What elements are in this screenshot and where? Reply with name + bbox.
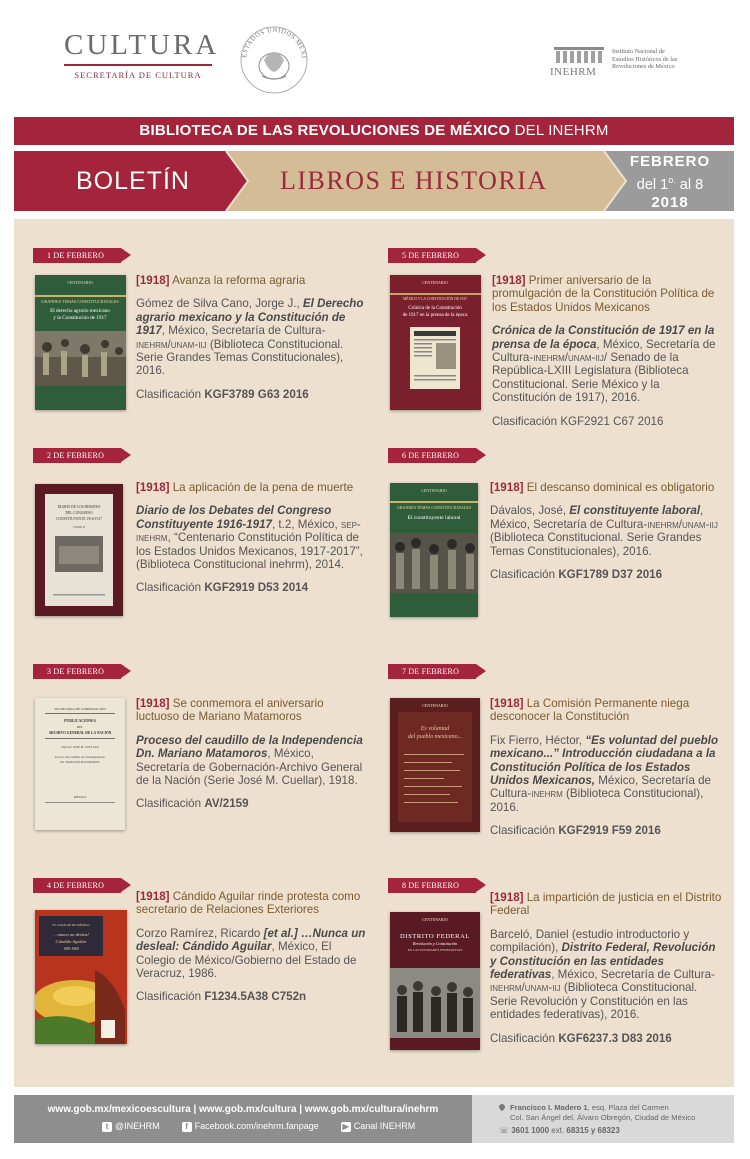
svg-text:Revolución y Constitución: Revolución y Constitución xyxy=(412,941,458,946)
youtube-link[interactable] xyxy=(341,1121,416,1132)
svg-text:Proceso del Caudillo de la Ind: Proceso del Caudillo de la Independencia xyxy=(55,755,105,759)
cover-series: GRANDES TEMAS CONSTITUCIONALES xyxy=(397,505,471,510)
cover-series: SECRETARIA DE GOBERNACION xyxy=(54,707,106,711)
entry-reference xyxy=(136,504,370,571)
classification-code: AV/2159 xyxy=(204,797,249,811)
entry-reference xyxy=(136,927,368,981)
ref-series: (Biblioteca Constitucional), 2016. xyxy=(490,787,704,814)
inehrm-line-3: Revoluciones de México xyxy=(612,63,675,70)
ref-title: Proceso del caudillo de la Independencia Dn. Mariano Matamoros xyxy=(136,733,363,761)
svg-text:Dn. MARIANO MATAMOROS: Dn. MARIANO MATAMOROS xyxy=(60,760,100,764)
entry-feb-2 xyxy=(136,481,370,595)
book-cover xyxy=(390,912,480,1050)
ref-author: Corzo Ramírez, Ricardo xyxy=(136,926,264,940)
entry-classification xyxy=(136,388,368,401)
entry-headline-text: Primer aniversario de la promulgación de la Constitución Política de los Estados Unidos Mexicanos xyxy=(492,274,715,314)
svg-text:CENTENARIO: CENTENARIO xyxy=(421,488,447,493)
entry-feb-5 xyxy=(492,274,718,428)
ref-institutions: inehrm/unam-iij xyxy=(490,981,561,995)
date-tag: 6 DE FEBRERO xyxy=(388,448,476,463)
entry-year: [1918] xyxy=(136,697,170,710)
cultura-subtitle: SECRETARÍA DE CULTURA xyxy=(74,70,202,80)
footer-websites[interactable]: www.gob.mx/mexicoescultura | www.gob.mx/cultura | www.gob.mx/cultura/inehrm xyxy=(47,1104,439,1115)
classification-code: KGF2921 C67 2016 xyxy=(560,414,664,428)
banner-year: 2018 xyxy=(651,193,689,211)
entry-headline xyxy=(136,274,368,287)
ref-publisher: , México, El Colegio de México/Gobierno del Estado de Veracruz, 1986. xyxy=(136,940,357,981)
ref-institutions: inehrm/unam-iij xyxy=(647,517,718,531)
youtube-channel: Canal INEHRM xyxy=(353,1121,416,1131)
svg-text:DEL: DEL xyxy=(76,725,84,729)
library-title-bar xyxy=(14,117,734,145)
twitter-handle: @INEHRM xyxy=(115,1121,160,1131)
facebook-page: Facebook.com/inehrm.fanpage xyxy=(194,1121,319,1131)
banner-days-start: del 1 xyxy=(636,176,669,193)
ref-title: El constituyente laboral xyxy=(569,504,701,518)
svg-text:CONSTITUYENTE 1916-1917: CONSTITUYENTE 1916-1917 xyxy=(55,517,103,521)
mexico-seal-icon xyxy=(236,20,312,96)
entry-headline-text: Cándido Aguilar rinde protesta como secretario de Relaciones Exteriores xyxy=(136,890,361,917)
entry-headline xyxy=(492,274,718,314)
ref-series: Senado de la República-LXIII Legislatura (Biblioteca Constitucional. Serie México y la Constitución de 1917), 2016. xyxy=(492,351,689,405)
entry-feb-7 xyxy=(490,697,722,838)
svg-text:DEL CONGRESO: DEL CONGRESO xyxy=(65,511,93,515)
classification-label: Clasificación xyxy=(136,990,205,1004)
entry-reference xyxy=(136,297,368,377)
classification-label: Clasificación xyxy=(136,581,205,595)
banner-boletin: BOLETÍN xyxy=(76,167,190,195)
ref-author: Barceló, Daniel (estudio introductorio y compilación), xyxy=(490,927,690,955)
entry-reference xyxy=(490,734,722,814)
cover-series: MÉXICO Y LA CONSTITUCIÓN DE 1917 xyxy=(402,297,468,301)
address-street: Francisco I. Madero 1 xyxy=(510,1103,588,1112)
library-title-suffix: DEL INEHRM xyxy=(510,122,609,139)
entry-reference xyxy=(490,928,722,1022)
ref-series: , “Centenario Constitución Política de los Estados Unidos Mexicanos, 1917-2017”, (Biblioteca Constitucional inehrm), 2014. xyxy=(136,531,363,572)
cultura-wordmark: CULTURA xyxy=(64,29,220,61)
classification-code: F1234.5A38 C752n xyxy=(204,990,307,1004)
entry-year: [1918] xyxy=(492,274,526,287)
entries-panel xyxy=(14,219,734,1087)
address-corner: , esq. Plaza del Carmen xyxy=(587,1103,669,1112)
date-tag: 3 DE FEBRERO xyxy=(33,664,121,679)
svg-text:Director: JOSÉ M. CUELLAR: Director: JOSÉ M. CUELLAR xyxy=(61,745,99,749)
inehrm-logo xyxy=(550,45,700,77)
svg-text:CENTENARIO: CENTENARIO xyxy=(422,280,448,285)
banner-libros-e-historia: LIBROS E HISTORIA xyxy=(280,166,548,195)
svg-text:Cándido Aguilar: Cándido Aguilar xyxy=(55,939,87,944)
inehrm-full-name xyxy=(612,48,702,71)
inehrm-building-icon xyxy=(550,45,608,77)
ref-series: (Biblioteca Constitucional. Serie Grandes Temas Constitucionales), 2016. xyxy=(490,531,702,558)
footer-phone xyxy=(499,1126,620,1135)
entry-feb-8 xyxy=(490,891,722,1045)
entry-reference xyxy=(490,504,720,558)
entry-classification xyxy=(136,797,368,810)
cover-series: GRANDES TEMAS CONSTITUCIONALES xyxy=(41,299,119,304)
phone-ext-label: ext. xyxy=(549,1126,567,1135)
banner-days-end: al 8 xyxy=(675,176,704,193)
entry-feb-3 xyxy=(136,697,368,811)
classification-label: Clasificación xyxy=(136,797,205,811)
entry-classification xyxy=(490,824,722,837)
banner-days xyxy=(606,171,734,194)
ref-publisher: , México, Secretaría de Cultura- xyxy=(492,337,716,365)
seal-text: ESTADOS UNIDOS MEXI xyxy=(241,26,307,60)
banner-date-range xyxy=(606,153,734,212)
ref-title: Diario de los Debates del Congreso Constituyente 1916-1917 xyxy=(136,504,332,531)
ref-institutions: sep-inehrm xyxy=(136,517,361,545)
inehrm-line-2: Estudios Históricos de las xyxy=(612,55,678,63)
entry-year: [1918] xyxy=(490,481,524,494)
ref-title: Crónica de la Constitución de 1917 en la prensa de la época xyxy=(492,324,715,351)
facebook-icon: f xyxy=(182,1122,192,1132)
svg-text:CENTENARIO: CENTENARIO xyxy=(422,917,448,922)
svg-text:Es voluntad: Es voluntad xyxy=(420,726,450,732)
entry-headline-text: La aplicación de la pena de muerte xyxy=(169,481,354,494)
entry-year: [1918] xyxy=(490,891,524,904)
entry-reference xyxy=(492,324,718,404)
entry-headline-text: La Comisión Permanente niega desconocer la Constitución xyxy=(490,697,690,724)
entry-reference xyxy=(136,734,368,788)
entry-headline-text: La impartición de justicia en el Distrito Federal xyxy=(490,891,722,918)
svg-text:del pueblo mexicano...: del pueblo mexicano... xyxy=(407,734,463,740)
inehrm-line-1: Instituto Nacional de xyxy=(612,48,665,55)
banner-days-ordinal: o. xyxy=(668,175,676,185)
ref-publisher: , México, Secretaría de Cultura- xyxy=(490,504,704,531)
book-cover xyxy=(35,910,127,1044)
svg-text:DIARIO DE LOS DEBATES: DIARIO DE LOS DEBATES xyxy=(57,505,101,509)
svg-text:EN LAS ENTIDADES FEDERATIVAS: EN LAS ENTIDADES FEDERATIVAS xyxy=(407,948,463,952)
date-tag: 1 DE FEBRERO xyxy=(33,248,121,263)
ref-title: Distrito Federal, Revolución y Constitución en las entidades federativas xyxy=(490,941,716,982)
svg-text:PUBLICACIONES: PUBLICACIONES xyxy=(64,719,96,723)
entry-headline xyxy=(136,481,370,494)
entry-headline-text: Avanza la reforma agraria xyxy=(169,274,306,287)
date-tag: 4 DE FEBRERO xyxy=(33,878,121,893)
classification-code: KGF1789 D37 2016 xyxy=(558,568,663,582)
entry-headline xyxy=(136,697,368,724)
book-cover xyxy=(35,698,125,830)
entry-headline xyxy=(136,890,368,917)
ref-publisher: , México, Secretaría de Cultura- xyxy=(161,324,326,338)
svg-text:…nunca un desleal: …nunca un desleal xyxy=(53,932,89,937)
ref-series: (Biblioteca Constitucional. Serie Grandes Temas Constitucionales), 2016. xyxy=(136,337,344,378)
footer-address xyxy=(510,1103,695,1123)
footer-contact xyxy=(472,1095,734,1143)
cultura-logo xyxy=(64,29,220,80)
entry-headline xyxy=(490,481,720,494)
entry-year: [1918] xyxy=(136,274,170,287)
date-tag: 8 DE FEBRERO xyxy=(388,878,476,893)
footer-social xyxy=(102,1121,415,1132)
svg-text:El constituyente laboral: El constituyente laboral xyxy=(407,515,461,521)
svg-text:El derecho agrario mexicano: El derecho agrario mexicano xyxy=(50,308,110,314)
location-pin-icon xyxy=(498,1103,506,1111)
footer-links-bar xyxy=(14,1095,472,1143)
youtube-icon: ▶ xyxy=(342,1122,349,1131)
banner-month: FEBRERO xyxy=(629,153,711,170)
ref-title: El Derecho agrario mexicano y la Constitución de 1917 xyxy=(136,297,364,338)
book-cover xyxy=(390,483,478,617)
ref-institutions: inehrm xyxy=(531,787,563,801)
library-title: BIBLIOTECA DE LAS REVOLUCIONES DE MÉXICO xyxy=(139,122,511,139)
svg-text:Crónica de la Constitución: Crónica de la Constitución xyxy=(408,306,462,311)
classification-label: Clasificación xyxy=(492,414,561,428)
ref-publisher: , México, Secretaría de Gobernación-Archivo General de la Nación (Serie José M. Cuellar), 1918. xyxy=(136,747,363,788)
phone-icon: ☏ xyxy=(499,1126,512,1135)
ref-author: Dávalos, José, xyxy=(490,504,570,518)
entry-classification xyxy=(490,1032,722,1045)
classification-label: Clasificación xyxy=(490,568,559,582)
book-cover xyxy=(35,484,123,616)
phone-extensions: 68315 y 68323 xyxy=(566,1126,620,1135)
svg-text:MÉXICO: MÉXICO xyxy=(73,795,87,799)
ref-institutions: inehrm/unam-iij xyxy=(136,337,207,351)
facebook-link[interactable] xyxy=(182,1121,319,1132)
svg-text:CENTENARIO: CENTENARIO xyxy=(67,280,93,285)
entry-year: [1918] xyxy=(136,481,170,494)
ref-publisher: , t.2, México, xyxy=(271,517,341,531)
entry-headline xyxy=(490,891,722,918)
classification-label: Clasificación xyxy=(136,387,205,401)
ref-series: (Biblioteca Constitucional. Serie Revolución y Constitución en las entidades federativas), 2016. xyxy=(490,981,698,1022)
classification-code: KGF3789 G63 2016 xyxy=(204,387,309,401)
phone-number: 3601 1000 xyxy=(511,1126,550,1135)
svg-text:de 1917 en la prensa de la épo: de 1917 en la prensa de la época xyxy=(402,313,468,318)
date-tag: 2 DE FEBRERO xyxy=(33,448,121,463)
svg-text:y la Constitución de 1917: y la Constitución de 1917 xyxy=(53,315,107,321)
entry-feb-6 xyxy=(490,481,720,581)
book-cover xyxy=(35,275,126,410)
ref-publisher: México, Secretaría de Cultura- xyxy=(490,774,712,801)
ref-author: Fix Fierro, Héctor, xyxy=(490,733,586,747)
cover-series: EL COLEGIO DE MÉXICO xyxy=(52,923,90,927)
ref-title: “Es voluntad del pueblo mexicano...” Introducción ciudadana a la Constitución Política de los Estados Unidos Mexicanos, xyxy=(490,733,719,788)
entry-headline-text: El descanso dominical es obligatorio xyxy=(523,481,715,494)
book-cover xyxy=(390,275,481,410)
entry-classification xyxy=(492,415,718,428)
entry-year: [1918] xyxy=(490,697,524,710)
address-city: Col. San Ángel del. Álvaro Obregón, Ciudad de México xyxy=(510,1113,696,1122)
classification-code: KGF2919 D53 2014 xyxy=(204,581,309,595)
book-cover xyxy=(390,698,480,832)
twitter-link[interactable] xyxy=(102,1121,160,1132)
date-tag: 5 DE FEBRERO xyxy=(388,248,476,263)
inehrm-word: INEHRM xyxy=(550,66,597,77)
entry-headline-text: Se conmemora el aniversario luctuoso de Mariano Matamoros xyxy=(136,697,324,724)
ref-institutions: inehrm/unam-iij/ xyxy=(533,351,608,365)
classification-label: Clasificación xyxy=(490,1031,559,1045)
classification-code: KGF6237.3 D83 2016 xyxy=(558,1031,672,1045)
entry-feb-4 xyxy=(136,890,368,1004)
cover-series: CENTENARIO xyxy=(422,703,448,708)
svg-text:1885-1960: 1885-1960 xyxy=(63,947,79,951)
classification-label: Clasificación xyxy=(490,824,559,838)
entry-year: [1918] xyxy=(136,890,170,903)
twitter-icon: t xyxy=(102,1122,112,1132)
ref-publisher: , México, Secretaría de Cultura- xyxy=(551,968,715,982)
ref-title: [et al.] …Nunca un desleal: Cándido Aguilar xyxy=(136,926,366,954)
cultura-rule xyxy=(64,64,212,66)
entry-classification xyxy=(136,990,368,1003)
entry-feb-1 xyxy=(136,274,368,401)
entry-classification xyxy=(136,581,370,594)
entry-headline xyxy=(490,697,722,724)
cover-series: TOMO II xyxy=(72,525,86,529)
cover-title: DISTRITO FEDERAL xyxy=(400,933,470,940)
classification-code: KGF2919 F59 2016 xyxy=(558,824,661,838)
ref-author: Gómez de Silva Cano, Jorge J., xyxy=(136,297,303,311)
svg-text:ARCHIVO GENERAL DE LA NACION: ARCHIVO GENERAL DE LA NACION xyxy=(48,731,112,735)
entry-classification xyxy=(490,568,720,581)
date-tag: 7 DE FEBRERO xyxy=(388,664,476,679)
